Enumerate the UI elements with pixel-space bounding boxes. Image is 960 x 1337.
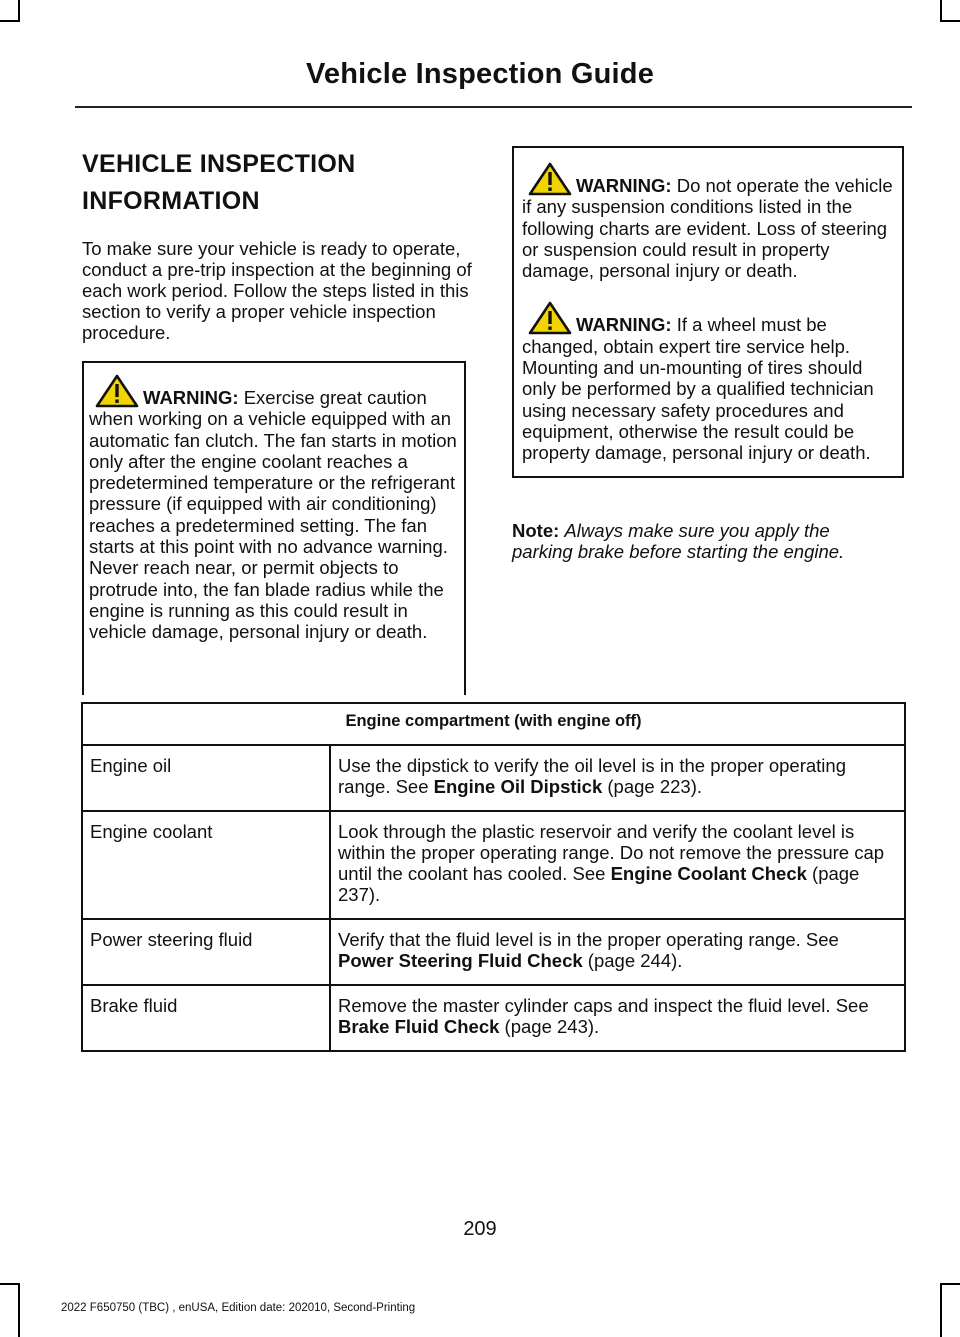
crop-mark-top-left	[18, 0, 20, 22]
page-reference: (page 244).	[582, 950, 683, 971]
running-header-title: Vehicle Inspection Guide	[305, 58, 655, 90]
table-cell-item: Engine coolant	[82, 811, 330, 919]
page-reference: (page 237).	[338, 863, 860, 905]
crop-mark-bottom-left-h	[0, 1283, 20, 1285]
edition-footer: 2022 F650750 (TBC) , enUSA, Edition date: 202010, Second-Printing	[61, 1302, 416, 1314]
warning-box-fan-clutch	[82, 361, 466, 695]
warning-paragraph	[522, 301, 898, 463]
table-row	[82, 919, 905, 985]
engine-compartment-table	[81, 702, 906, 1052]
warning-triangle-icon	[528, 162, 572, 196]
note-label: Note:	[512, 520, 560, 541]
description-text: Use the dipstick to verify the oil level is in the proper operating range. See	[338, 755, 846, 797]
crop-mark-top-left-h	[0, 20, 20, 22]
page-number: 209	[463, 1218, 497, 1240]
table-row	[82, 811, 905, 919]
cross-reference-link[interactable]: Engine Coolant Check	[610, 863, 807, 884]
table-header-row	[82, 703, 905, 745]
warning-text: If a wheel must be changed, obtain expert tire service help. Mounting and un-mounting of tires should only be performed by a qualified technician using necessary safety procedures and equipment, otherwise the result could be property damage, personal injury or death.	[522, 314, 874, 464]
cross-reference-link[interactable]: Engine Oil Dipstick	[433, 776, 603, 797]
crop-mark-bottom-right-h	[940, 1283, 960, 1285]
warning-label: WARNING:	[143, 387, 239, 408]
table-cell-item: Power steering fluid	[82, 919, 330, 985]
warning-triangle-icon	[95, 374, 139, 408]
crop-mark-bottom-right	[940, 1283, 942, 1337]
description-text: Remove the master cylinder caps and inspect the fluid level. See	[338, 995, 869, 1016]
cross-reference-link[interactable]: Brake Fluid Check	[338, 1016, 500, 1037]
table-cell-description	[330, 919, 905, 985]
header-rule	[75, 106, 912, 108]
page-reference: (page 243).	[499, 1016, 600, 1037]
description-text: Look through the plastic reservoir and verify the coolant level is within the proper operating range. Do not remove the pressure cap until the coolant has cooled. See	[338, 821, 885, 884]
page-reference: (page 223).	[602, 776, 703, 797]
crop-mark-top-right-h	[940, 20, 960, 22]
warning-box-suspension-wheel	[512, 146, 904, 478]
note-text: Always make sure you apply the parking brake before starting the engine.	[512, 520, 845, 562]
warning-label: WARNING:	[576, 314, 672, 336]
table-cell-description	[330, 811, 905, 919]
section-title: VEHICLE INSPECTION INFORMATION	[82, 150, 356, 215]
intro-paragraph: To make sure your vehicle is ready to operate, conduct a pre-trip inspection at the beginning of each work period. Follow the steps listed in this section to verify a proper vehicle inspection procedure.	[82, 238, 472, 343]
table-row	[82, 985, 905, 1051]
crop-mark-top-right	[940, 0, 942, 22]
table-cell-description	[330, 745, 905, 811]
left-column	[82, 146, 474, 695]
crop-mark-bottom-left	[18, 1283, 20, 1337]
table-row	[82, 745, 905, 811]
note-paragraph	[512, 520, 892, 562]
table-cell-item: Brake fluid	[82, 985, 330, 1051]
warning-paragraph	[89, 374, 458, 643]
cross-reference-link[interactable]: Power Steering Fluid Check	[338, 950, 583, 971]
warning-label: WARNING:	[576, 175, 672, 196]
warning-text: Do not operate the vehicle if any suspension conditions listed in the following charts are evident. Loss of steering or suspension could result in property damage, personal injury or death.	[522, 175, 893, 282]
description-text: Verify that the fluid level is in the proper operating range. See	[338, 929, 839, 950]
table-header: Engine compartment (with engine off)	[82, 703, 905, 745]
table-cell-description	[330, 985, 905, 1051]
warning-triangle-icon	[528, 301, 572, 335]
warning-text: Exercise great caution when working on a vehicle equipped with an automatic fan clutch. The fan starts in motion only after the engine coolant reaches a predetermined temperature or the refrigerant pressure (if equipped with air conditioning) reaches a predetermined setting. The fan starts at this point with no advance warning. Never reach near, or permit objects to protrude into, the fan blade radius while the engine is running as this could result in vehicle damage, personal injury or death.	[89, 387, 457, 643]
warning-paragraph	[522, 162, 898, 281]
table-cell-item: Engine oil	[82, 745, 330, 811]
